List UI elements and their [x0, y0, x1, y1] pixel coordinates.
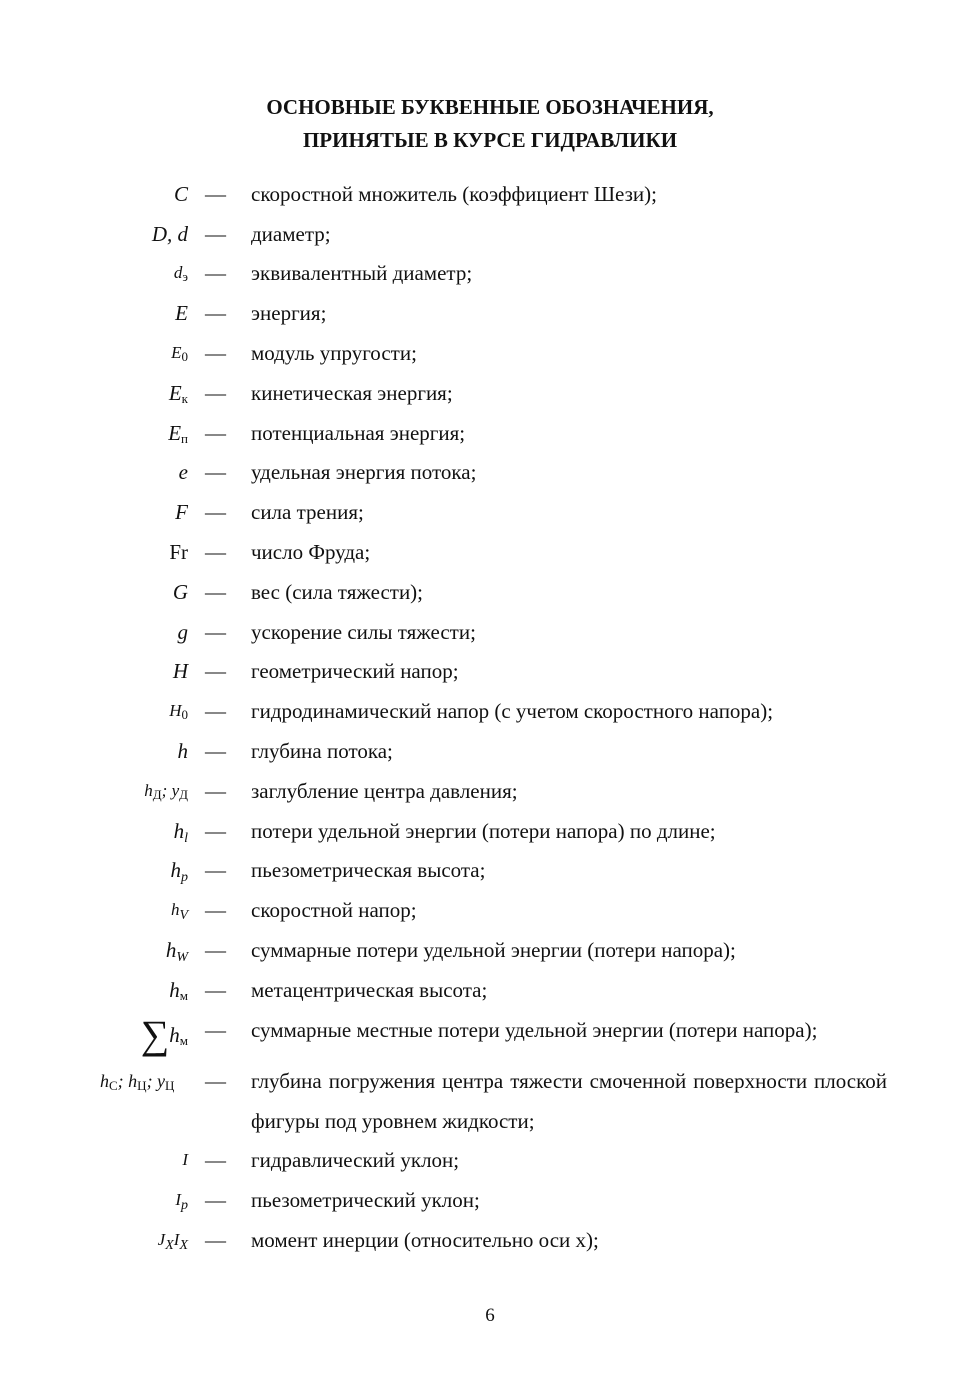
symbol: hp	[170, 858, 188, 885]
symbol: $d_э$	[173, 263, 188, 284]
em-dash: —	[205, 222, 226, 246]
definition: модуль упругости;	[251, 341, 417, 365]
list-item	[0, 738, 980, 778]
em-dash: —	[205, 1148, 226, 1172]
definition: геометрический напор;	[251, 659, 459, 683]
definition: вес (сила тяжести);	[251, 580, 424, 604]
list-item	[0, 698, 980, 738]
list-item	[0, 977, 980, 1017]
em-dash: —	[205, 620, 226, 644]
list-item	[0, 658, 980, 698]
definition: ускорение силы тяжести;	[251, 620, 476, 644]
definition: скоростной множитель (коэффициент Шези);	[251, 182, 657, 206]
symbol: h	[177, 739, 188, 763]
definition: суммарные потери удельной энергии (потери напора);	[251, 938, 736, 962]
list-item	[0, 181, 980, 221]
symbol: $J_XI_X$	[157, 1230, 188, 1253]
list-item	[0, 1012, 980, 1057]
definition: сила трения;	[251, 500, 364, 524]
symbol: hW	[165, 938, 188, 965]
list-item	[0, 857, 980, 897]
page-number: 6	[485, 1305, 495, 1326]
page-title-line-1: ОСНОВНЫЕ БУКВЕННЫЕ ОБОЗНАЧЕНИЯ,	[266, 95, 714, 119]
definition: кинетическая энергия;	[251, 381, 453, 405]
symbol: $\sum h_м$	[140, 1012, 188, 1057]
symbol: $H_0$	[169, 701, 188, 722]
symbol: C	[173, 182, 188, 206]
symbol: $h_C$; $h_Ц$; $y_Ц$	[100, 1071, 175, 1093]
symbol: hl	[173, 819, 188, 846]
sum-sign: ∑	[140, 1012, 170, 1057]
symbol: E	[175, 301, 188, 325]
symbol: $E_п$	[168, 421, 188, 446]
definition: удельная энергия потока;	[251, 460, 477, 484]
em-dash: —	[205, 1228, 226, 1252]
symbol: e	[178, 460, 188, 484]
symbol: g	[177, 620, 188, 644]
em-dash: —	[205, 898, 226, 922]
list-item	[0, 818, 980, 858]
list-item	[0, 1068, 980, 1148]
list-item	[0, 221, 980, 261]
em-dash: —	[205, 978, 226, 1002]
em-dash: —	[205, 819, 226, 843]
symbol: H	[172, 659, 188, 683]
list-item	[0, 1147, 980, 1187]
list-item	[0, 300, 980, 340]
definition: скоростной напор;	[251, 898, 417, 922]
em-dash: —	[205, 779, 226, 803]
em-dash: —	[205, 699, 226, 723]
em-dash: —	[205, 659, 226, 683]
symbol: Fr	[169, 540, 188, 564]
definition: число Фруда;	[251, 540, 371, 564]
em-dash: —	[205, 301, 226, 325]
symbol: F	[175, 500, 188, 524]
definition: момент инерции (относительно оси x);	[251, 1228, 599, 1252]
symbol: $h_м$	[169, 978, 188, 1003]
em-dash: —	[205, 261, 226, 285]
definition: пьезометрическая высота;	[251, 858, 486, 882]
list-item	[0, 459, 980, 499]
list-item	[0, 778, 980, 818]
em-dash: —	[205, 381, 226, 405]
list-item	[0, 499, 980, 539]
list-item	[0, 539, 980, 579]
em-dash: —	[205, 739, 226, 763]
symbol: D, d	[151, 222, 188, 246]
list-item	[0, 340, 980, 380]
definition: гидравлический уклон;	[251, 1148, 460, 1172]
list-item	[0, 1187, 980, 1227]
symbol: I	[182, 1150, 188, 1169]
symbol: $h_V$	[170, 900, 188, 923]
em-dash: —	[205, 858, 226, 882]
em-dash: —	[205, 540, 226, 564]
list-item	[0, 420, 980, 460]
symbol: G	[172, 580, 188, 604]
list-item	[0, 579, 980, 619]
definition: заглубление центра давления;	[251, 779, 518, 803]
symbol: $E_к$	[168, 381, 188, 406]
definition: диаметр;	[251, 222, 331, 246]
em-dash: —	[205, 460, 226, 484]
page-title-line-2: ПРИНЯТЫЕ В КУРСЕ ГИДРАВЛИКИ	[302, 128, 678, 152]
em-dash: —	[205, 580, 226, 604]
em-dash: —	[205, 421, 226, 445]
symbol: $E_0$	[171, 343, 188, 364]
list-item	[0, 1227, 980, 1267]
definition: глубина погружения центра тяжести смоченной поверхности плоской фигуры под уровнем жидкости;	[251, 1069, 887, 1133]
definition: суммарные местные потери удельной энергии (потери напора);	[251, 1018, 818, 1042]
symbol: $I_p$	[175, 1190, 188, 1213]
em-dash: —	[205, 500, 226, 524]
definition: глубина потока;	[251, 739, 393, 763]
definition: пьезометрический уклон;	[251, 1188, 480, 1212]
em-dash: —	[205, 341, 226, 365]
list-item	[0, 937, 980, 977]
em-dash: —	[205, 1018, 226, 1042]
definition: потенциальная энергия;	[251, 421, 466, 445]
definition: энергия;	[251, 301, 327, 325]
definition: эквивалентный диаметр;	[251, 261, 473, 285]
list-item	[0, 260, 980, 300]
definition: потери удельной энергии (потери напора) по длине;	[251, 819, 716, 843]
list-item	[0, 380, 980, 420]
symbol: $h_Д$; $у_Д$	[144, 781, 188, 802]
definition: гидродинамический напор (с учетом скоростного напора);	[251, 699, 774, 723]
em-dash: —	[205, 182, 226, 206]
list-item	[0, 619, 980, 659]
em-dash: —	[205, 1069, 226, 1093]
em-dash: —	[205, 1188, 226, 1212]
list-item	[0, 897, 980, 937]
definition: метацентрическая высота;	[251, 978, 488, 1002]
em-dash: —	[205, 938, 226, 962]
